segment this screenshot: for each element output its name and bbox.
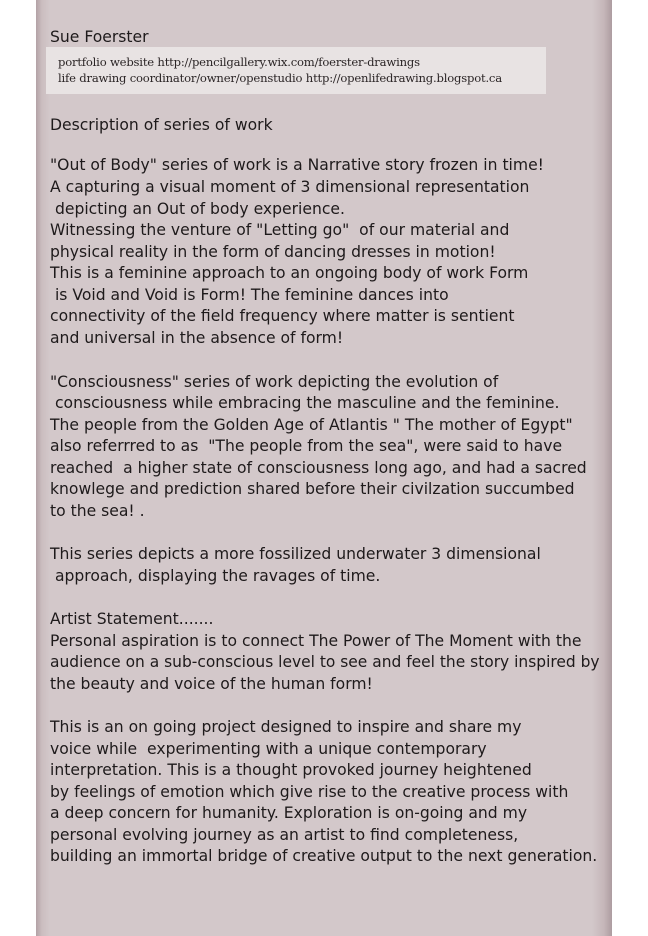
paragraph-line: knowlege and prediction shared before their civilzation succumbed: [50, 480, 575, 498]
paragraph-line: "Out of Body" series of work is a Narrative story frozen in time!: [50, 156, 544, 174]
author-name: Sue Foerster: [50, 28, 149, 46]
paragraph-line: connectivity of the field frequency where matter is sentient: [50, 307, 515, 325]
paragraph-line: also referrred to as "The people from the sea", were said to have: [50, 437, 563, 455]
paragraph-line: "Consciousness" series of work depicting the evolution of: [50, 373, 499, 391]
paragraph-line: a deep concern for humanity. Exploration is on-going and my: [50, 804, 528, 822]
paragraph-line: and universal in the absence of form!: [50, 329, 344, 347]
paragraph-line: voice while experimenting with a unique contemporary: [50, 740, 487, 758]
statement-heading: Artist Statement.......: [50, 610, 214, 628]
paragraph-line: Witnessing the venture of "Letting go" of our material and: [50, 221, 510, 239]
paragraph-line: Personal aspiration is to connect The Power of The Moment with the: [50, 632, 582, 650]
paragraph-line: physical reality in the form of dancing dresses in motion!: [50, 243, 496, 261]
paragraph-line: audience on a sub-conscious level to see and feel the story inspired by: [50, 653, 600, 671]
paragraph-line: This series depicts a more fossilized underwater 3 dimensional: [50, 545, 541, 563]
paragraph-line: reached a higher state of consciousness long ago, and had a sacred: [50, 459, 587, 477]
paragraph-line: consciousness while embracing the masculine and the feminine.: [50, 394, 560, 412]
paragraph-line: This is an on going project designed to inspire and share my: [50, 718, 522, 736]
paragraph-line: A capturing a visual moment of 3 dimensional representation: [50, 178, 530, 196]
paragraph-line: the beauty and voice of the human form!: [50, 675, 373, 693]
paragraph-line: depicting an Out of body experience.: [50, 200, 345, 218]
paragraph-line: building an immortal bridge of creative output to the next generation.: [50, 847, 598, 865]
paragraph-line: personal evolving journey as an artist to find completeness,: [50, 826, 519, 844]
paragraph-line: is Void and Void is Form! The feminine dances into: [50, 286, 449, 304]
paragraph-line: approach, displaying the ravages of time.: [50, 567, 381, 585]
paragraph-line: This is a feminine approach to an ongoing body of work Form: [50, 264, 529, 282]
portfolio-link[interactable]: portfolio website http://pencilgallery.wix.com/foerster-drawings: [58, 55, 420, 69]
paragraph-line: to the sea! .: [50, 502, 145, 520]
openstudio-link[interactable]: life drawing coordinator/owner/openstudio http://openlifedrawing.blogspot.ca: [58, 71, 502, 85]
paragraph-line: by feelings of emotion which give rise to the creative process with: [50, 783, 569, 801]
description-heading: Description of series of work: [50, 116, 273, 134]
paragraph-line: interpretation. This is a thought provoked journey heightened: [50, 761, 532, 779]
paragraph-line: The people from the Golden Age of Atlantis " The mother of Egypt": [50, 416, 573, 434]
